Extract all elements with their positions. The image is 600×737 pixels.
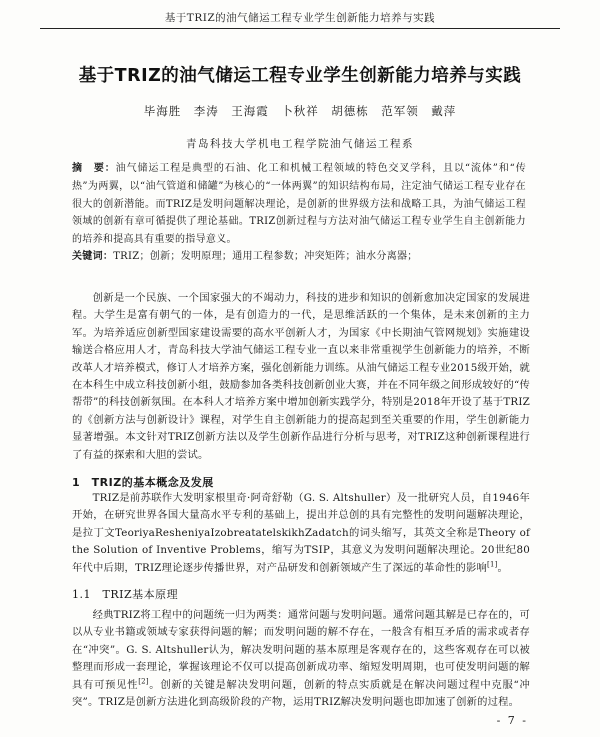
keywords-text: TRIZ；创新；发明原理；通用工程参数；冲突矩阵；油水分离器； <box>113 251 418 262</box>
keywords <box>72 248 526 265</box>
subsection-paragraph <box>72 607 530 711</box>
running-header: 基于TRIZ的油气储运工程专业学生创新能力培养与实践 <box>164 12 436 24</box>
section-paragraph-text: TRIZ是前苏联作大发明家根里奇·阿奇舒勒（G. S. Altshuller）及一批研究人员，自1946年开始，在研究世界各国大量高水平专利的基础上，提出并总创的具有完整性的发明问题解决理论，是拉丁文TeoriyaResheniyaIzobreatatelskikhZadatch的词头缩写，其英文全称是Theory of the Solution of Inventive Problems，缩写为TSIP，其意义为发明问题解决理论。20世纪80年代中后期，TRIZ理论逐步传播世界，对产品研发和创新领域产生了深远的革命性的影响 <box>72 492 530 574</box>
citation-ref: [1] <box>487 560 498 569</box>
abstract-label: 摘 要： <box>72 163 116 174</box>
keywords-label: 关键词： <box>72 251 114 262</box>
paper-title: 基于TRIZ的油气储运工程专业学生创新能力培养与实践 <box>78 66 522 86</box>
section-heading: 1 TRIZ的基本概念及发展 <box>72 476 214 489</box>
citation-ref: [2] <box>138 677 149 686</box>
page-number: - 7 - <box>496 714 528 727</box>
affiliation: 青岛科技大学机电工程学院油气储运工程系 <box>186 138 414 150</box>
author-list: 毕海胜 李涛 王海霞 卜秋祥 胡德栋 范军领 戴萍 <box>143 104 457 118</box>
subsection-paragraph-text: 经典TRIZ将工程中的问题统一归为两类：通常问题与发明问题。通常问题其解是已存在的，可以从专业书籍或领域专家获得问题的解；而发明问题的解不存在，一般含有相互矛盾的需求或者存在“冲突”。G. S. Altshuller认为，解决发明问题的基本原理是客观存在的，这些客观存在可以被整理而形成一套理论，掌握该理论不仅可以提高创新成功率、缩短发明周期，也可使发明问题的解具有可预见性 <box>72 609 530 691</box>
abstract <box>72 160 526 249</box>
section-paragraph <box>72 490 530 577</box>
intro-paragraph: 创新是一个民族、一个国家强大的不竭动力，科技的进步和知识的创新愈加决定国家的发展进程。大学生是富有朝气的一体，是有创造力的一代，是思维活跃的一个集体，是未来创新的主力军。为培养适应创新型国家建设需要的高水平创新人才，为国家《中长期油气管网规划》实施建设输送合格应用人才，青岛科技大学油气储运工程专业一直以来非常重视学生创新能力的培养，不断改革人才培养模式，修订人才培养方案，强化创新能力训练。从油气储运工程专业2015级开始，就在本科生中成立科技创新小组，鼓励参加各类科技创新创业大赛，并在不同年级之间形成较好的“传帮带”的科技创新氛围。在本科人才培养方案中增加创新实践学分，特别是2018年开设了基于TRIZ的《创新方法与创新设计》课程，对学生自主创新能力的提高起到至关重要的作用，学生创新能力显著增强。本文针对TRIZ创新方法以及学生创新作品进行分析与思考，对TRIZ这种创新课程进行了有益的探索和大胆的尝试。 <box>72 292 530 461</box>
subsection-heading: 1.1 TRIZ基本原理 <box>72 588 179 601</box>
header-rule <box>40 28 560 29</box>
subsection-paragraph-tail: 。创新的关键是解决发明问题，创新的特点实质就是在解决问题过程中克服“冲突”。TRIZ是创新方法进化到高级阶段的产物，运用TRIZ解决发明问题也即加速了创新的过程。 <box>72 678 531 709</box>
subsection-body <box>72 607 530 711</box>
abstract-text: 油气储运工程是典型的石油、化工和机械工程领域的特色交叉学科，且以“流体”和“传热”为两翼，以“油气管道和储罐”为核心的“一体两翼”的知识结构布局，注定油气储运工程专业存在很大的创新潜能。而TRIZ是发明问题解决理论，是创新的世界级方法和战略工具，为油气储运工程领域的创新有章可循提供了理论基础。TRIZ创新过程与方法对油气储运工程专业学生自主创新能力的培养和提高具有重要的指导意义。 <box>72 163 526 246</box>
section-body <box>72 490 530 577</box>
introduction <box>72 290 530 464</box>
section-paragraph-tail: 。 <box>497 561 509 574</box>
